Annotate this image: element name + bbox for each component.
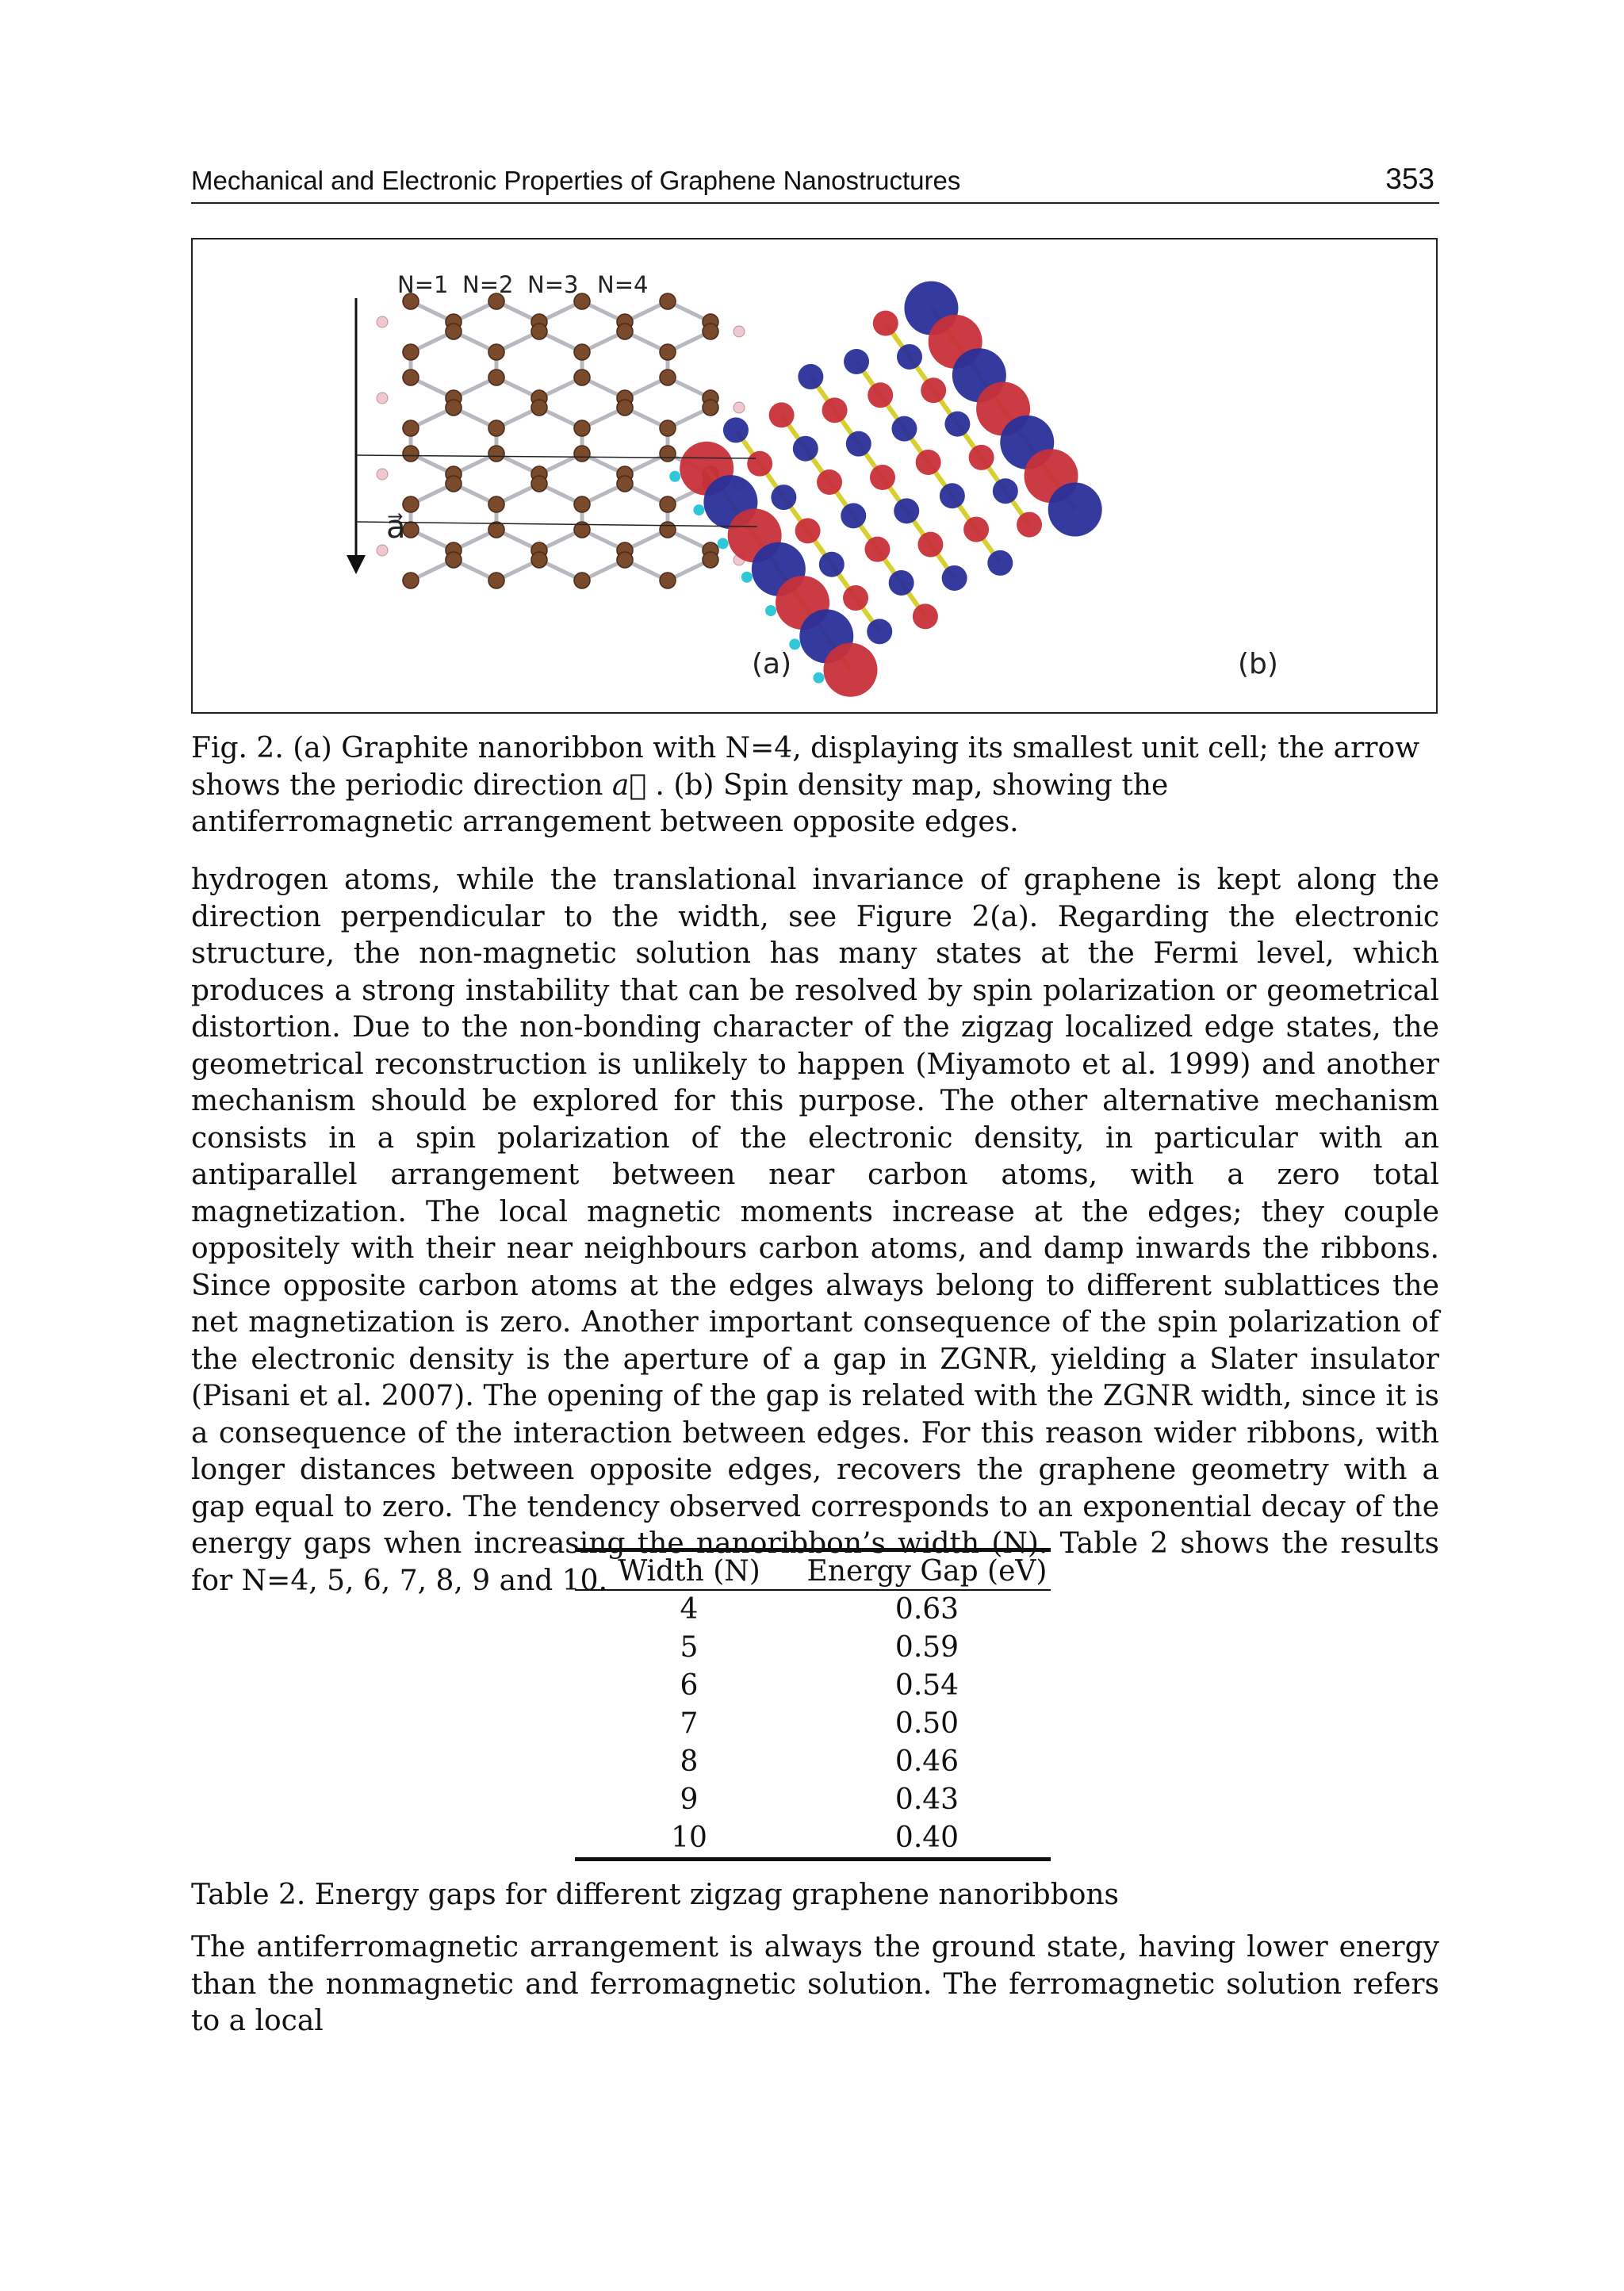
carbon-atom bbox=[617, 552, 633, 568]
carbon-atom bbox=[531, 400, 547, 416]
spin-up-lobe bbox=[873, 311, 898, 336]
spin-down-lobe bbox=[819, 552, 845, 577]
carbon-atom bbox=[531, 476, 547, 492]
carbon-atom bbox=[446, 324, 462, 339]
spin-up-lobe bbox=[864, 537, 890, 562]
spin-down-lobe bbox=[867, 619, 892, 644]
carbon-atom bbox=[660, 420, 676, 436]
spin-up-lobe bbox=[921, 377, 946, 403]
carbon-atom bbox=[617, 476, 633, 492]
panel-a-label: (a) bbox=[752, 648, 792, 680]
carbon-atom bbox=[660, 496, 676, 512]
hydrogen-atom bbox=[733, 326, 745, 337]
spin-down-lobe bbox=[1048, 483, 1102, 537]
carbon-atom bbox=[574, 573, 590, 588]
spin-up-lobe bbox=[795, 518, 821, 543]
carbon-atom bbox=[660, 370, 676, 385]
spin-up-lobe bbox=[843, 585, 868, 611]
edge-hydrogen-atom bbox=[813, 672, 824, 684]
cell-width: 5 bbox=[680, 1631, 699, 1664]
spin-up-lobe bbox=[817, 469, 842, 495]
cell-gap: 0.63 bbox=[894, 1593, 959, 1626]
body-paragraph-2: The antiferromagnetic arrangement is always the ground state, having lower energy than the nonmagnetic and ferromagnetic solution. The ferromagnetic solution refers to a local bbox=[191, 1931, 1439, 2037]
carbon-atom bbox=[446, 400, 462, 416]
edge-hydrogen-atom bbox=[741, 572, 753, 583]
table-caption: Table 2. Energy gaps for different zigzag graphene nanoribbons bbox=[191, 1879, 1120, 1911]
table-row bbox=[575, 1705, 1051, 1743]
carbon-atom bbox=[488, 522, 504, 538]
carbon-atom bbox=[403, 370, 419, 385]
header-width: Width (N) bbox=[575, 1550, 803, 1591]
spin-down-lobe bbox=[942, 565, 967, 591]
cell-width: 9 bbox=[680, 1783, 699, 1816]
cell-gap: 0.40 bbox=[894, 1822, 959, 1854]
carbon-atom bbox=[488, 420, 504, 436]
carbon-atom bbox=[660, 573, 676, 588]
spin-down-lobe bbox=[793, 436, 818, 462]
table-header-row bbox=[575, 1550, 1051, 1591]
spin-up-lobe bbox=[870, 465, 895, 490]
cell-gap: 0.59 bbox=[894, 1631, 959, 1664]
spin-down-lobe bbox=[841, 503, 866, 528]
label-n4: N=4 bbox=[597, 271, 649, 298]
spin-up-lobe bbox=[823, 643, 877, 697]
table-row bbox=[575, 1743, 1051, 1781]
carbon-atom bbox=[574, 420, 590, 436]
hydrogen-atom bbox=[377, 545, 388, 556]
carbon-atom bbox=[660, 522, 676, 538]
spin-down-lobe bbox=[987, 550, 1013, 576]
hydrogen-atom bbox=[733, 402, 745, 413]
hydrogen-atom bbox=[377, 469, 388, 480]
cell-gap: 0.46 bbox=[894, 1745, 959, 1778]
carbon-atom bbox=[660, 344, 676, 360]
carbon-atom bbox=[488, 370, 504, 385]
cell-gap: 0.50 bbox=[894, 1707, 959, 1740]
carbon-atom bbox=[488, 496, 504, 512]
body-paragraph-1: hydrogen atoms, while the translational invariance of graphene is kept along the direction perpendicular to the width, see Figure 2(a). Regarding the electronic structure, the non-magnetic solution has many states at the Fermi level, which produces a strong instability that can be resolved by spin polarization or geometrical distortion. Due to the non-bonding character of the zigzag localized edge states, the geometrical reconstruction is unlikely to happen (Miyamoto et al. 1999) and another mechanism should be explored for this purpose. The other alternative mechanism consists in a spin polarization of the electronic density, in particular with an antiparallel arrangement between near carbon atoms, with a zero total magnetization. The local magnetic moments increase at the edges; they couple oppositely with their near neighbours carbon atoms, and damp inwards the ribbons. Since opposite carbon atoms at the edges always belong to different sublattices the net magnetization is zero. Another important consequence of the spin polarization of the electronic density is the aperture of a gap in ZGNR, yielding a Slater insulator (Pisani et al. 2007). The opening of the gap is related with the ZGNR width, since it is a consequence of the interaction between edges. For this reason wider ribbons, with longer distances between opposite edges, recovers the graphene geometry with a gap equal to zero. The tendency observed corresponds to an exponential decay of the energy gaps when increasing the nanoribbon’s width (N). Table 2 shows the results for N=4, 5, 6, 7, 8, 9 and 10. bbox=[191, 864, 1439, 1597]
spin-down-lobe bbox=[940, 483, 965, 508]
carbon-atom bbox=[531, 552, 547, 568]
spin-up-lobe bbox=[963, 517, 989, 542]
carbon-atom bbox=[703, 552, 718, 568]
page-header bbox=[191, 163, 1439, 204]
spin-down-lobe bbox=[894, 498, 919, 523]
carbon-atom bbox=[403, 446, 419, 462]
panel-a-nanoribbon-lattice bbox=[377, 293, 745, 588]
periodic-direction-arrowhead bbox=[347, 555, 366, 574]
carbon-atom bbox=[403, 344, 419, 360]
hydrogen-atom bbox=[377, 393, 388, 404]
spin-up-lobe bbox=[747, 451, 772, 477]
spin-down-lobe bbox=[798, 364, 823, 389]
spin-down-lobe bbox=[891, 416, 917, 442]
spin-up-lobe bbox=[1017, 512, 1042, 538]
figure-graphics bbox=[193, 239, 1436, 712]
cell-width: 8 bbox=[680, 1745, 699, 1778]
cell-gap: 0.54 bbox=[894, 1669, 959, 1702]
cell-width: 4 bbox=[680, 1593, 699, 1626]
vector-a-label: a⃗ bbox=[386, 509, 406, 546]
spin-up-lobe bbox=[868, 382, 893, 408]
energy-gap-table bbox=[575, 1548, 1051, 1861]
figure-2 bbox=[191, 238, 1438, 714]
spin-down-lobe bbox=[844, 349, 869, 374]
carbon-atom bbox=[446, 552, 462, 568]
spin-up-lobe bbox=[822, 397, 848, 423]
spin-down-lobe bbox=[889, 570, 914, 596]
carbon-atom bbox=[488, 446, 504, 462]
spin-up-lobe bbox=[769, 402, 795, 427]
table-row bbox=[575, 1590, 1051, 1629]
carbon-atom bbox=[531, 324, 547, 339]
hydrogen-atom bbox=[377, 316, 388, 328]
label-n3: N=3 bbox=[527, 271, 579, 298]
carbon-atom bbox=[617, 324, 633, 339]
caption-vector: a⃗ bbox=[611, 768, 646, 802]
edge-hydrogen-atom bbox=[693, 504, 704, 515]
carbon-atom bbox=[403, 420, 419, 436]
spin-down-lobe bbox=[993, 478, 1018, 504]
running-title: Mechanical and Electronic Properties of Graphene Nanostructures bbox=[191, 166, 961, 195]
carbon-atom bbox=[574, 370, 590, 385]
spin-down-lobe bbox=[771, 485, 796, 510]
panel-b-spin-density-map bbox=[669, 282, 1102, 697]
edge-hydrogen-atom bbox=[765, 605, 776, 616]
cell-width: 6 bbox=[680, 1669, 699, 1702]
carbon-atom bbox=[703, 400, 718, 416]
edge-hydrogen-atom bbox=[718, 538, 729, 549]
figure-caption bbox=[191, 730, 1439, 841]
spin-down-lobe bbox=[944, 412, 970, 437]
page-number: 353 bbox=[1385, 163, 1434, 195]
panel-b-label: (b) bbox=[1238, 648, 1278, 680]
carbon-atom bbox=[403, 573, 419, 588]
caption-text-2: . (b) Spin density map, showing the antiferromagnetic arrangement between opposite edges. bbox=[191, 768, 1169, 838]
header-energy-gap: Energy Gap (eV) bbox=[803, 1550, 1051, 1591]
carbon-atom bbox=[488, 344, 504, 360]
carbon-atom bbox=[574, 344, 590, 360]
carbon-atom bbox=[617, 400, 633, 416]
spin-down-lobe bbox=[846, 431, 871, 457]
spin-down-lobe bbox=[897, 344, 922, 370]
label-n1: N=1 bbox=[397, 271, 449, 298]
spin-up-lobe bbox=[913, 603, 938, 629]
carbon-atom bbox=[574, 446, 590, 462]
cell-width: 7 bbox=[680, 1707, 699, 1740]
table-row bbox=[575, 1819, 1051, 1860]
cell-gap: 0.43 bbox=[894, 1783, 959, 1816]
table-row bbox=[575, 1781, 1051, 1819]
carbon-atom bbox=[446, 476, 462, 492]
carbon-atom bbox=[660, 446, 676, 462]
spin-up-lobe bbox=[916, 450, 941, 475]
edge-hydrogen-atom bbox=[669, 471, 680, 482]
carbon-atom bbox=[574, 496, 590, 512]
spin-up-lobe bbox=[969, 445, 994, 470]
carbon-atom bbox=[488, 573, 504, 588]
table-row bbox=[575, 1667, 1051, 1705]
spin-down-lobe bbox=[723, 417, 749, 442]
label-n2: N=2 bbox=[462, 271, 514, 298]
caption-text-1: Fig. 2. (a) Graphite nanoribbon with N=4, displaying its smallest unit cell; the arrow shows the periodic direction bbox=[191, 732, 1420, 802]
carbon-atom bbox=[660, 293, 676, 309]
table-row bbox=[575, 1629, 1051, 1667]
spin-up-lobe bbox=[917, 532, 943, 557]
cell-width: 10 bbox=[671, 1822, 707, 1854]
carbon-atom bbox=[703, 324, 718, 339]
